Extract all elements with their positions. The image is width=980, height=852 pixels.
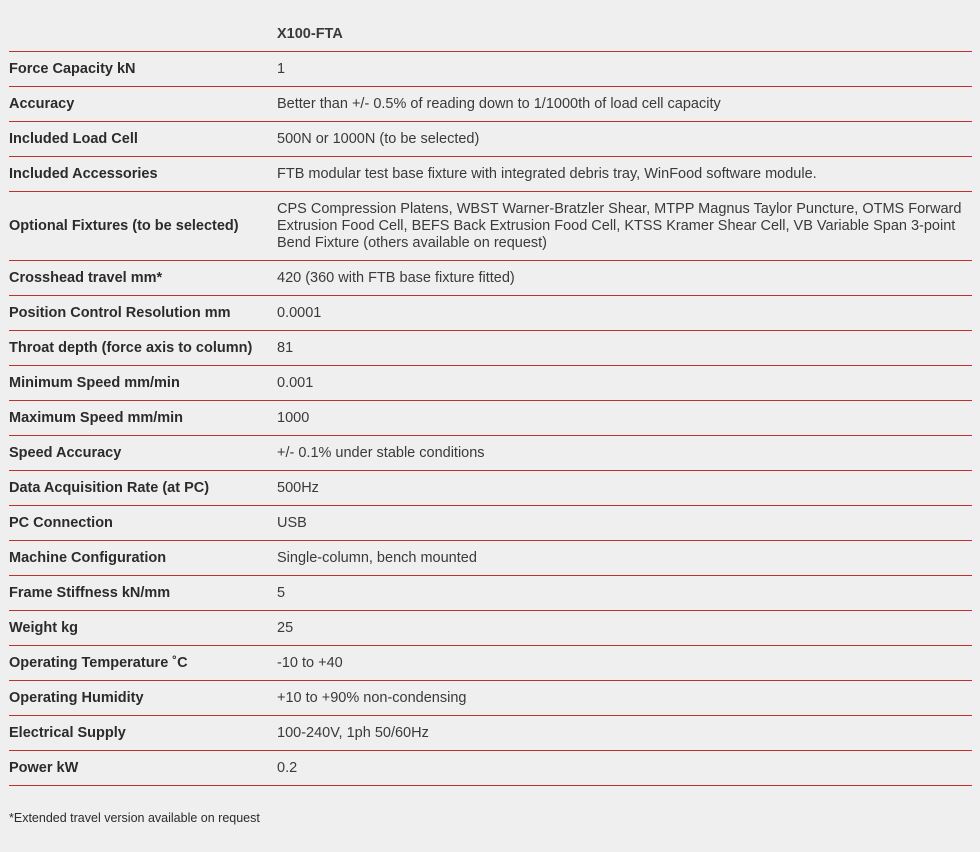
spec-value: USB (277, 506, 972, 541)
table-row (9, 751, 972, 786)
spec-value: 5 (277, 576, 972, 611)
spec-value: -10 to +40 (277, 646, 972, 681)
table-row (9, 366, 972, 401)
table-row (9, 261, 972, 296)
spec-value: CPS Compression Platens, WBST Warner-Bratzler Shear, MTPP Magnus Taylor Puncture, OTMS Forward Extrusion Food Cell, BEFS Back Extrusion Food Cell, KTSS Kramer Shear Cell, VB Variable Span 3-point Bend Fixture (others available on request) (277, 192, 972, 261)
spec-label: Included Load Cell (9, 122, 277, 157)
spec-label: Power kW (9, 751, 277, 786)
table-row (9, 716, 972, 751)
spec-label: PC Connection (9, 506, 277, 541)
table-row (9, 192, 972, 261)
table-row (9, 541, 972, 576)
table-row (9, 296, 972, 331)
footnote: *Extended travel version available on request (9, 811, 260, 825)
spec-value: Single-column, bench mounted (277, 541, 972, 576)
spec-label: Accuracy (9, 87, 277, 122)
spec-label: Operating Humidity (9, 681, 277, 716)
spec-label: Position Control Resolution mm (9, 296, 277, 331)
table-row (9, 611, 972, 646)
table-row (9, 576, 972, 611)
spec-value: 81 (277, 331, 972, 366)
spec-label: Minimum Speed mm/min (9, 366, 277, 401)
spec-label: Force Capacity kN (9, 52, 277, 87)
spec-value: 420 (360 with FTB base fixture fitted) (277, 261, 972, 296)
spec-value: 0.001 (277, 366, 972, 401)
table-row (9, 681, 972, 716)
table-row (9, 157, 972, 192)
spec-label: Data Acquisition Rate (at PC) (9, 471, 277, 506)
spec-table (9, 18, 972, 786)
table-row (9, 122, 972, 157)
model-name: X100-FTA (277, 18, 972, 52)
table-header-row (9, 18, 972, 52)
spec-value: +10 to +90% non-condensing (277, 681, 972, 716)
table-row (9, 401, 972, 436)
table-row (9, 52, 972, 87)
spec-label: Speed Accuracy (9, 436, 277, 471)
spec-label: Crosshead travel mm* (9, 261, 277, 296)
spec-value: 1 (277, 52, 972, 87)
spec-value: 0.2 (277, 751, 972, 786)
spec-value: 500N or 1000N (to be selected) (277, 122, 972, 157)
spec-label: Weight kg (9, 611, 277, 646)
spec-label: Frame Stiffness kN/mm (9, 576, 277, 611)
header-label-cell (9, 18, 277, 52)
spec-value: 1000 (277, 401, 972, 436)
spec-value: +/- 0.1% under stable conditions (277, 436, 972, 471)
spec-value: 25 (277, 611, 972, 646)
spec-value: 0.0001 (277, 296, 972, 331)
spec-label: Electrical Supply (9, 716, 277, 751)
spec-value: 100-240V, 1ph 50/60Hz (277, 716, 972, 751)
spec-label: Operating Temperature ˚C (9, 646, 277, 681)
spec-label: Machine Configuration (9, 541, 277, 576)
table-row (9, 87, 972, 122)
spec-label: Throat depth (force axis to column) (9, 331, 277, 366)
table-row (9, 436, 972, 471)
table-row (9, 646, 972, 681)
spec-value: Better than +/- 0.5% of reading down to 1/1000th of load cell capacity (277, 87, 972, 122)
spec-label: Optional Fixtures (to be selected) (9, 192, 277, 261)
table-row (9, 506, 972, 541)
table-row (9, 471, 972, 506)
spec-value: 500Hz (277, 471, 972, 506)
spec-label: Maximum Speed mm/min (9, 401, 277, 436)
spec-label: Included Accessories (9, 157, 277, 192)
spec-value: FTB modular test base fixture with integrated debris tray, WinFood software module. (277, 157, 972, 192)
table-row (9, 331, 972, 366)
